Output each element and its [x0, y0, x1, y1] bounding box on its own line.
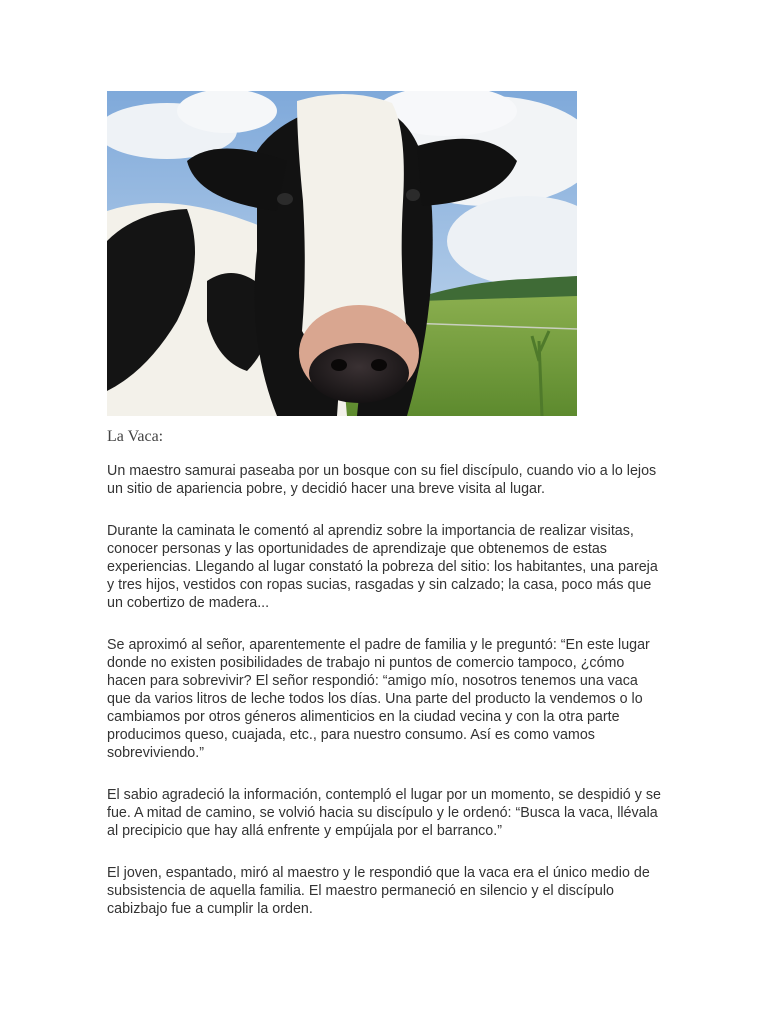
cow-photo — [107, 91, 577, 416]
paragraph-3: Se aproximó al señor, aparentemente el padre de familia y le preguntó: “En este lugar donde no existen posibilidades de trabajo ni puntos de comercio tampoco, ¿cómo hacen para sobrevivir? El señor respondió: “amigo mío, nosotros tenemos una vaca que da varios litros de leche todos los días. Una parte del producto la vendemos o lo cambiamos por otros géneros alimenticios en la ciudad vecina y con la otra parte producimos queso, cuajada, etc., para nuestro consumo. Así es como vamos sobreviviendo.” — [107, 637, 650, 761]
paragraph-2: Durante la caminata le comentó al aprendiz sobre la importancia de realizar visitas, conocer personas y las oportunidades de aprendizaje que obtenemos de estas experiencias. Llegando al lugar constató la pobreza del sitio: los habitantes, una pareja y tres hijos, vestidos con ropas sucias, rasgadas y sin calzado; la casa, poco más que un cobertizo de madera... — [107, 523, 658, 611]
cow-illustration — [107, 91, 577, 416]
paragraph-4: El sabio agradeció la información, contempló el lugar por un momento, se despidió y se fue. A mitad de camino, se volvió hacia su discípulo y le ordenó: “Busca la vaca, llévala al precipicio que hay allá enfrente y empújala por el barranco.” — [107, 787, 661, 839]
paragraph-1: Un maestro samurai paseaba por un bosque con su fiel discípulo, cuando vio a lo lejos un sitio de apariencia pobre, y decidió hacer una breve visita al lugar. — [107, 463, 657, 497]
paragraph-5: El joven, espantado, miró al maestro y le respondió que la vaca era el único medio de subsistencia de aquella familia. El maestro permaneció en silencio y el discípulo cabizbajo fue a cumplir la orden. — [107, 865, 650, 917]
document-page — [107, 91, 662, 918]
story-title: La Vaca: — [107, 428, 164, 445]
